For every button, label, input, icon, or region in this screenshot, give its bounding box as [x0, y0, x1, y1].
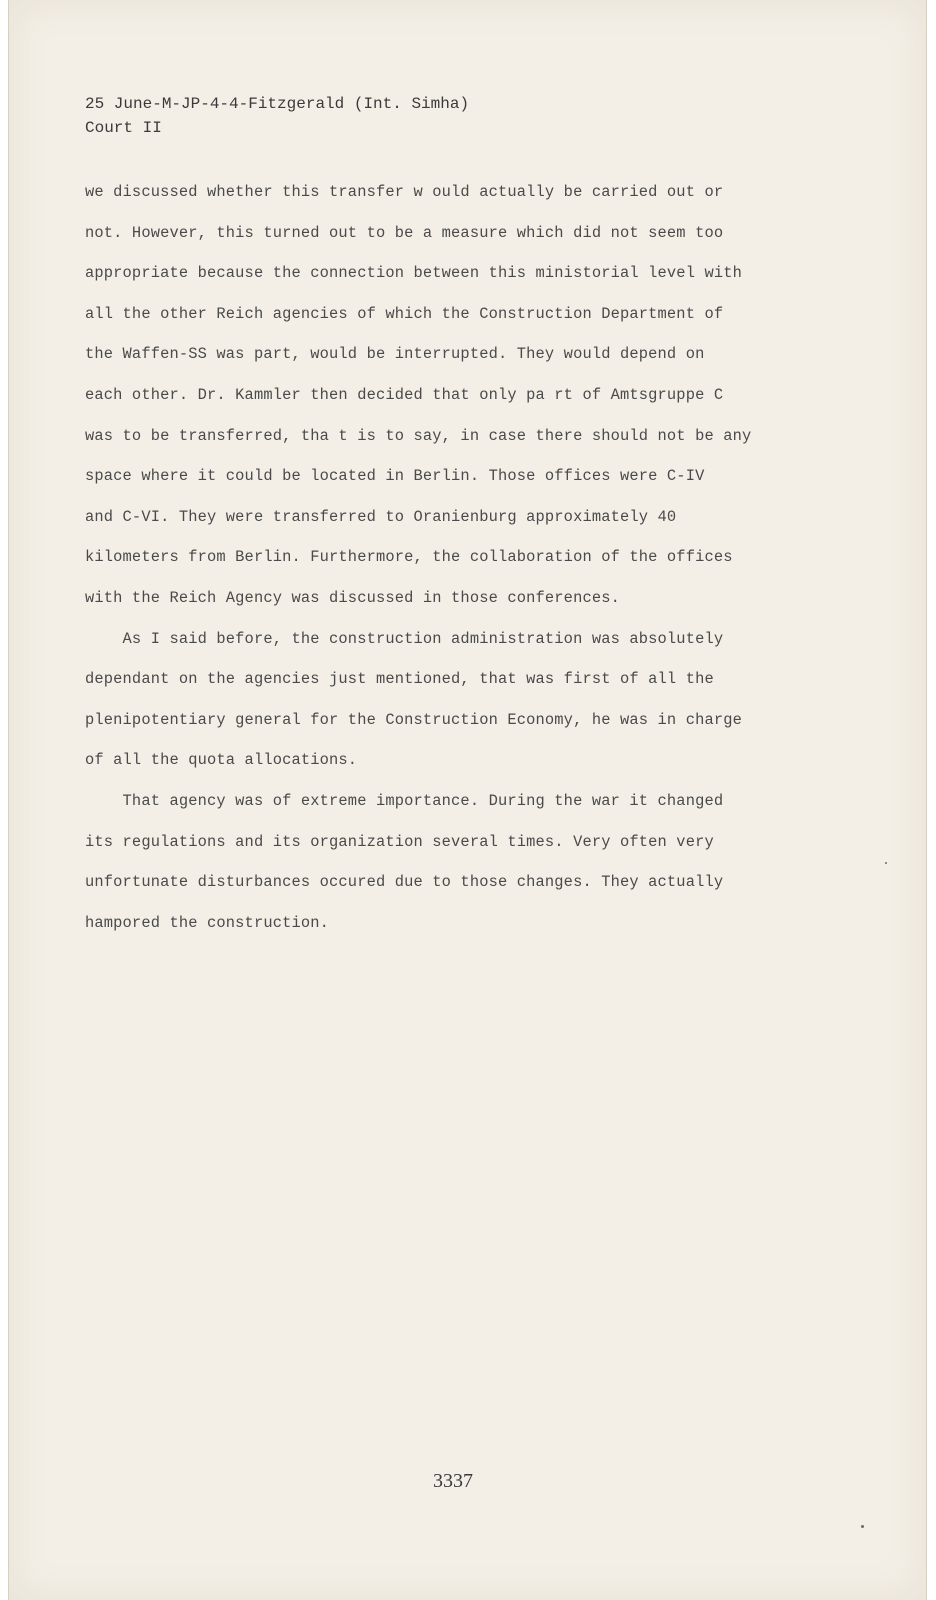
- header-case-line: 25 June-M-JP-4-4-Fitzgerald (Int. Simha): [85, 95, 470, 113]
- text-line: not. However, this turned out to be a measure which did not seem too: [85, 223, 724, 242]
- document-page: [8, 0, 927, 1600]
- text-line: appropriate because the connection between this ministorial level with: [85, 264, 743, 283]
- text-line: dependant on the agencies just mentioned, that was first of all the: [85, 670, 714, 689]
- text-line: the Waffen-SS was part, would be interrupted. They would depend on: [85, 345, 705, 364]
- text-line: That agency was of extreme importance. During the war it changed: [85, 791, 724, 810]
- text-line: space where it could be located in Berlin. Those offices were C-IV: [85, 467, 705, 486]
- text-line: As I said before, the construction administration was absolutely: [85, 629, 724, 648]
- text-line: hampored the construction.: [85, 913, 330, 932]
- document-header: [85, 92, 469, 140]
- text-line: its regulations and its organization several times. Very often very: [85, 832, 714, 851]
- text-line: each other. Dr. Kammler then decided that only pa rt of Amtsgruppe C: [85, 385, 724, 404]
- text-line: with the Reich Agency was discussed in those conferences.: [85, 588, 620, 607]
- text-line: kilometers from Berlin. Furthermore, the collaboration of the offices: [85, 548, 733, 567]
- text-line: and C-VI. They were transferred to Oranienburg approximately 40: [85, 507, 677, 526]
- text-line: was to be transferred, tha t is to say, in case there should not be any: [85, 426, 752, 445]
- header-court-line: Court II: [85, 119, 162, 137]
- page-number: 3337: [433, 1470, 473, 1492]
- paper-speck: [885, 862, 887, 864]
- text-line: unfortunate disturbances occured due to those changes. They actually: [85, 873, 724, 892]
- transcript-body: [85, 172, 825, 943]
- text-line: plenipotentiary general for the Construction Economy, he was in charge: [85, 710, 743, 729]
- text-line: all the other Reich agencies of which the Construction Department of: [85, 304, 724, 323]
- paper-speck: [861, 1525, 864, 1528]
- text-line: of all the quota allocations.: [85, 751, 358, 770]
- text-line: we discussed whether this transfer w ould actually be carried out or: [85, 183, 724, 201]
